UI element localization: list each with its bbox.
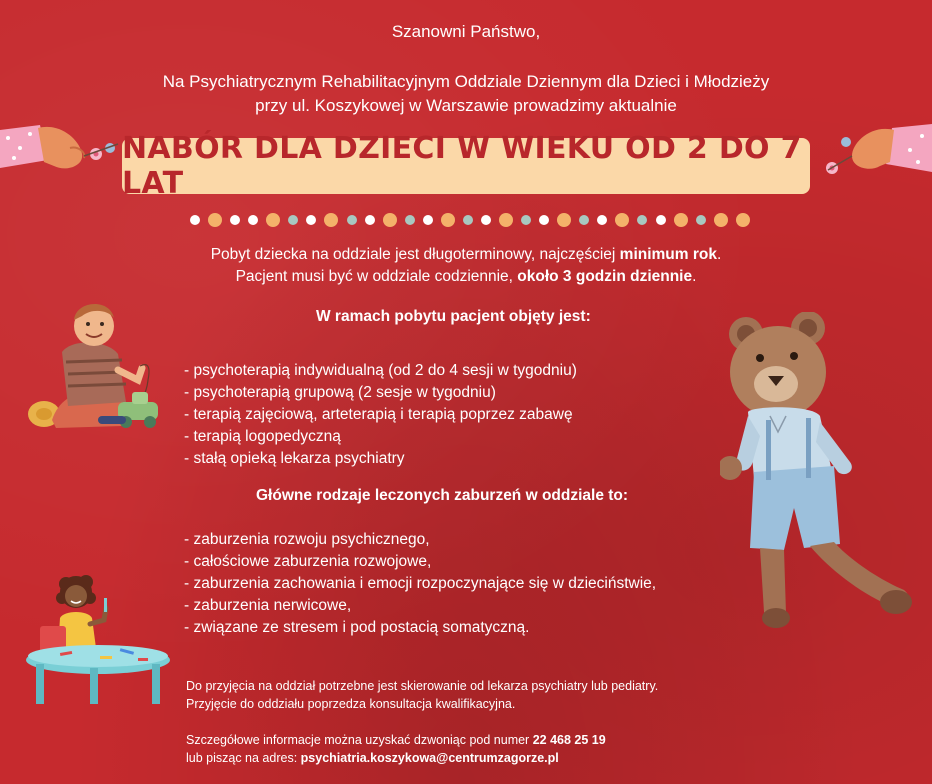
divider-dot	[208, 213, 222, 227]
disorder-item: - związane ze stresem i pod postacią somatyczną.	[184, 619, 530, 636]
divider-dot	[266, 213, 280, 227]
divider-dot	[597, 215, 607, 225]
admission-info	[186, 677, 658, 713]
divider-dot	[423, 215, 433, 225]
divider-dot	[557, 213, 571, 227]
recruitment-banner	[122, 131, 810, 201]
divider-dot	[656, 215, 666, 225]
divider-dot	[736, 213, 750, 227]
divider-dot	[288, 215, 298, 225]
divider-dot	[463, 215, 473, 225]
divider-dot	[190, 215, 200, 225]
stay-line-1-bold: minimum rok	[619, 246, 717, 263]
divider-dot	[306, 215, 316, 225]
contact-line-2	[186, 749, 606, 767]
stay-line-1	[0, 244, 932, 266]
divider-dot	[441, 213, 455, 227]
admission-line-2: Przyjęcie do oddziału poprzedza konsultacja kwalifikacyjna.	[186, 697, 516, 711]
stay-line-1-end: .	[716, 246, 722, 263]
boy-playing-illustration-icon	[22, 290, 172, 440]
hand-with-flowers-right-icon	[822, 120, 932, 190]
divider-dot	[481, 215, 491, 225]
divider-dot	[499, 213, 513, 227]
divider-dot	[324, 213, 338, 227]
banner-text: NABÓR DLA DZIECI W WIEKU OD 2 DO 7 LAT	[122, 131, 802, 201]
divider-dot	[674, 213, 688, 227]
divider-dot	[579, 215, 589, 225]
greeting: Szanowni Państwo,	[391, 22, 541, 41]
divider-dot	[696, 215, 706, 225]
contact-line-1	[186, 731, 606, 749]
disorder-item: - zaburzenia zachowania i emocji rozpoczynające się w dzieciństwie,	[184, 575, 657, 592]
hand-with-flowers-left-icon	[0, 120, 130, 190]
dots-divider	[190, 211, 750, 229]
disorder-item: - zaburzenia rozwoju psychicznego,	[184, 531, 430, 548]
divider-dot	[365, 215, 375, 225]
intro-line-2: przy ul. Koszykowej w Warszawie prowadzimy aktualnie	[255, 96, 677, 115]
contact-info	[186, 731, 606, 767]
contact-email[interactable]: psychiatria.koszykowa@centrumzagorze.pl	[300, 751, 559, 765]
intro-text	[0, 70, 932, 118]
therapy-item: - stałą opieką lekarza psychiatry	[184, 450, 405, 467]
stay-line-2-end: .	[692, 268, 697, 285]
disorder-item: - całościowe zaburzenia rozwojowe,	[184, 553, 432, 570]
therapy-item: - psychoterapią grupową (2 sesje w tygodniu)	[184, 384, 496, 401]
divider-dot	[405, 215, 415, 225]
therapy-item: - terapią logopedyczną	[184, 428, 341, 445]
disorders-heading: Główne rodzaje leczonych zaburzeń w oddziale to:	[256, 487, 629, 504]
stay-line-2-text: Pacjent musi być w oddziale codziennie,	[235, 268, 518, 285]
divider-dot	[383, 213, 397, 227]
admission-line-1: Do przyjęcia na oddział potrzebne jest skierowanie od lekarza psychiatry lub pediatry.	[186, 679, 659, 693]
contact-email-label: lub pisząc na adres:	[186, 751, 301, 765]
disorder-item: - zaburzenia nerwicowe,	[184, 597, 352, 614]
girl-drawing-at-table-illustration-icon	[20, 568, 180, 708]
stay-info	[0, 244, 932, 288]
divider-dot	[230, 215, 240, 225]
intro-line-1: Na Psychiatrycznym Rehabilitacyjnym Oddziale Dziennym dla Dzieci i Młodzieży	[162, 72, 770, 91]
contact-phone[interactable]: 22 468 25 19	[532, 733, 606, 747]
stay-line-2-bold: około 3 godzin dziennie	[517, 268, 693, 285]
divider-dot	[248, 215, 258, 225]
therapy-heading: W ramach pobytu pacjent objęty jest:	[316, 308, 591, 325]
teddy-bear-illustration-icon	[720, 312, 925, 642]
contact-phone-label: Szczegółowe informacje można uzyskać dzwoniąc pod numer	[186, 733, 533, 747]
therapy-item: - psychoterapią indywidualną (od 2 do 4 sesji w tygodniu)	[184, 362, 577, 379]
divider-dot	[521, 215, 531, 225]
divider-dot	[347, 215, 357, 225]
stay-line-1-text: Pobyt dziecka na oddziale jest długoterminowy, najczęściej	[210, 246, 620, 263]
therapy-list	[184, 360, 577, 470]
disorders-list	[184, 529, 656, 639]
stay-line-2	[0, 266, 932, 288]
divider-dot	[615, 213, 629, 227]
therapy-item: - terapią zajęciową, arteterapią i terapią poprzez zabawę	[184, 406, 573, 423]
divider-dot	[539, 215, 549, 225]
divider-dot	[714, 213, 728, 227]
divider-dot	[637, 215, 647, 225]
